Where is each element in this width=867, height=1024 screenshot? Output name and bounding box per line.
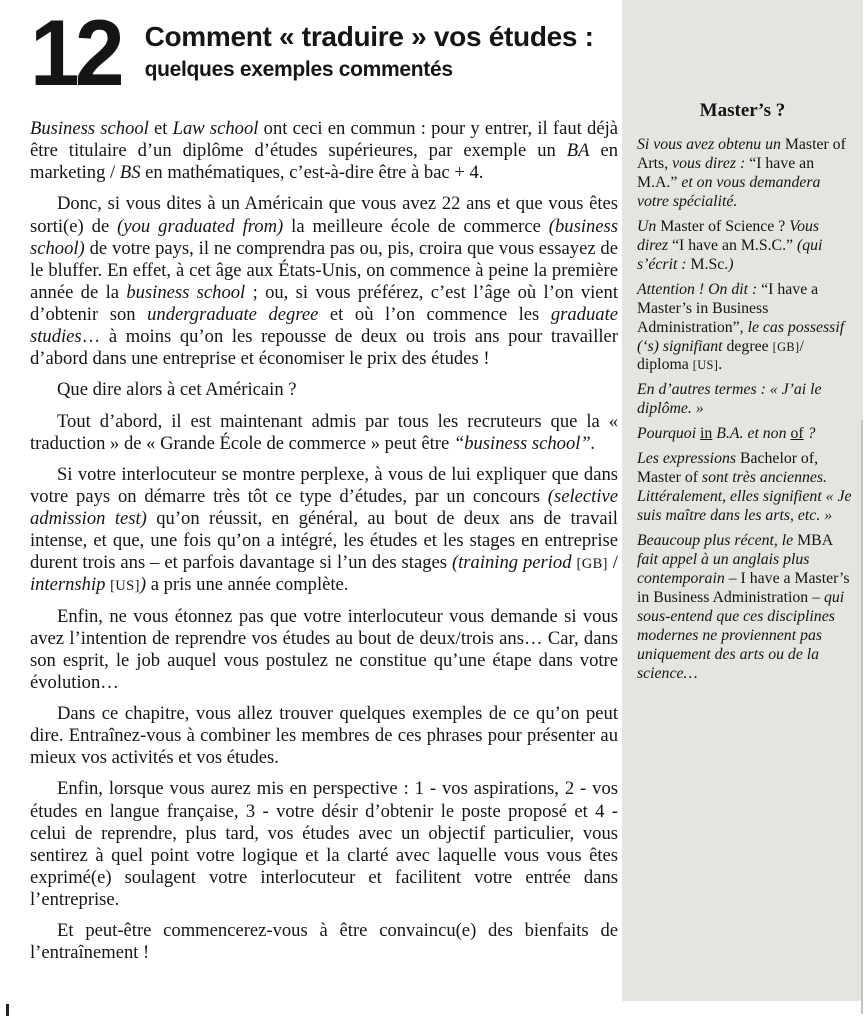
body-paragraph xyxy=(30,703,618,769)
text-run: MBA xyxy=(797,532,834,550)
text-run: Si vous avez obtenu un xyxy=(637,136,785,153)
main-text-column xyxy=(30,118,618,973)
text-run: graduate studies xyxy=(30,304,618,348)
text-run: M.Sc. xyxy=(690,255,729,273)
text-run: [GB] xyxy=(772,339,800,354)
text-run: Et peut-être commencerez-vous à être convaincu(e) des bienfaits de l’entraînement ! xyxy=(30,920,618,964)
text-run: [US] xyxy=(692,358,719,373)
text-run: (you graduated from) xyxy=(117,215,284,237)
sidebar-paragraph xyxy=(637,425,853,444)
text-run: qu’on réussit, en général, au bout de deux ans de travail intense, et que, une fois qu’on a intégré, les études et les stages en entreprise durent trois ans – et parfois davantage si l’un des stages xyxy=(30,508,618,574)
page-edge-shadow xyxy=(861,420,863,1014)
chapter-title: Comment « traduire » vos études : xyxy=(144,21,594,52)
text-run: Business school xyxy=(30,118,149,139)
sidebar-paragraph xyxy=(637,218,853,275)
text-run: “I have an M.A.” xyxy=(637,154,815,191)
text-run: business school xyxy=(126,281,246,303)
text-run: a pris une année complète. xyxy=(146,574,349,596)
body-paragraph xyxy=(30,464,618,597)
text-run: [US] xyxy=(110,578,140,595)
text-run: et où l’on commence les xyxy=(318,304,551,325)
text-run: Master of Arts, xyxy=(637,136,846,172)
text-run: ont ceci en commun : pour y entrer, il faut déjà être titulaire d’un diplôme d’études supérieures, par exemple un xyxy=(30,118,618,162)
text-run: Beaucoup plus récent, le xyxy=(637,532,798,550)
sidebar xyxy=(622,0,863,1001)
text-run: I have a Master’s in Business Administration xyxy=(637,570,850,606)
text-run: Pourquoi xyxy=(637,425,701,443)
text-run: ? xyxy=(803,425,816,443)
text-run: Law school xyxy=(172,118,259,139)
text-run: sont très anciennes. Littéralement, elles signifient « Je suis maître dans les arts, etc. » xyxy=(637,469,852,525)
body-paragraph xyxy=(30,193,618,370)
text-run: / diploma xyxy=(637,337,804,374)
text-run: Un xyxy=(637,217,661,235)
text-run: de votre pays, il ne comprendra pas ou, pis, croira que vous essayez de le bluffer. En effet, à cet âge aux États-Unis, on commence à peine la première année de la xyxy=(30,237,618,303)
text-run: (selective admission test) xyxy=(30,485,618,529)
body-paragraph xyxy=(30,920,618,964)
text-run: (qui s’écrit : xyxy=(637,236,823,273)
text-run: BA xyxy=(566,140,590,162)
sidebar-body xyxy=(622,136,863,684)
text-run: in xyxy=(700,425,713,443)
text-run: “I have a Master’s in Business Administration”, xyxy=(637,280,819,336)
text-run: la meilleure école de commerce xyxy=(283,215,549,237)
chapter-subtitle: quelques exemples commentés xyxy=(144,57,453,81)
sidebar-paragraph xyxy=(637,381,853,419)
text-run: et xyxy=(148,118,173,139)
text-run: undergraduate degree xyxy=(147,304,319,325)
chapter-header xyxy=(30,0,594,105)
text-run: Si votre interlocuteur se montre perplexe, à vous de lui expliquer que dans votre pays on démarre très tôt ce type d’études, par un concours xyxy=(30,463,618,507)
text-run: – qui sous-entend que ces disciplines modernes ne proviennent pas uniquement des arts ou de la science… xyxy=(637,588,845,682)
text-run: et on vous demandera votre spécialité. xyxy=(637,173,821,210)
text-run: fait appel à un anglais plus contemporain – xyxy=(637,551,810,588)
text-run: (business school) xyxy=(30,215,619,259)
text-run: le cas possessif (‘s) signifiant xyxy=(637,318,845,355)
text-run: Donc, si vous dites à un Américain que vous avez 22 ans et que vous êtes sorti(e) de xyxy=(30,193,618,237)
text-run: en mathématiques, c’est-à-dire être à bac + 4. xyxy=(140,162,484,184)
text-run: ) xyxy=(139,574,147,596)
text-run: BS xyxy=(119,162,141,184)
text-run: Les expressions xyxy=(637,450,740,468)
text-run: Attention ! On dit : xyxy=(637,280,762,298)
body-paragraph xyxy=(30,118,618,184)
chapter-titles xyxy=(145,14,594,82)
text-run: B.A. et non xyxy=(712,425,791,443)
sidebar-paragraph xyxy=(637,450,853,526)
text-run: of xyxy=(790,425,804,443)
text-run: [GB] xyxy=(576,556,608,573)
text-run: . xyxy=(718,356,723,374)
body-paragraph xyxy=(30,778,618,911)
text-run: en marketing / xyxy=(30,140,619,184)
text-run: internship xyxy=(30,574,111,596)
text-run: vous direz : xyxy=(668,154,750,172)
sidebar-paragraph xyxy=(637,532,853,684)
text-run: Dans ce chapitre, vous allez trouver quelques exemples de ce qu’on peut dire. Entraînez-vous à combiner les membres de ces phrases pour présenter au mieux vos activités et vos études. xyxy=(30,703,618,769)
text-run: Enfin, ne vous étonnez pas que votre interlocuteur vous demande si vous avez l’intention de reprendre vos études au bout de deux/trois ans… Car, dans son esprit, le job auquel vous postulez ne constitue qu’une étape dans votre évolution… xyxy=(30,605,618,693)
body-paragraph xyxy=(30,379,618,401)
scan-artifact-mark xyxy=(6,1004,9,1016)
text-run: Enfin, lorsque vous aurez mis en perspective : 1 - vos aspirations, 2 - vos études en langue française, 3 - votre désir d’obtenir le poste proposé et 4 - celui de reprendre, plus tard, vos études avec un objectif particulier, vous sentirez à quel point votre logique et la clarté avec laquelle vous vous êtes exprimé(e) soulagent votre interlocuteur et facilitent votre entrée dans l’entreprise. xyxy=(30,778,618,910)
body-paragraph xyxy=(30,606,618,695)
text-run: “business school”. xyxy=(453,432,596,454)
text-run: / xyxy=(607,552,618,574)
text-run: Que dire alors à cet Américain ? xyxy=(57,379,297,401)
text-run: Vous direz xyxy=(637,217,820,254)
text-run: Bachelor of, Master of xyxy=(637,450,819,487)
sidebar-paragraph xyxy=(637,281,853,376)
chapter-number: 12 xyxy=(30,0,120,105)
text-run: (training period xyxy=(451,552,577,574)
text-run: En d’autres termes : « J’ai le diplôme. » xyxy=(637,381,822,418)
text-run: degree xyxy=(726,337,773,355)
text-run: ) xyxy=(728,255,734,273)
sidebar-paragraph xyxy=(637,136,853,212)
text-run: … à moins qu’on les repousse de deux ou trois ans pour travailler d’abord dans une entreprise et économiser le prix des études ! xyxy=(30,326,618,370)
sidebar-title: Master’s ? xyxy=(699,100,786,121)
text-run: ; ou, si vous préférez, c’est l’âge où l’on vient d’obtenir son xyxy=(30,281,619,325)
text-run: “I have an M.S.C.” xyxy=(671,236,794,254)
text-run: Master of Science ? xyxy=(660,217,786,235)
text-run: Tout d’abord, il est maintenant admis par tous les recruteurs que la « traduction » de « Grande École de commerce » peut être xyxy=(30,410,618,454)
body-paragraph xyxy=(30,411,618,455)
